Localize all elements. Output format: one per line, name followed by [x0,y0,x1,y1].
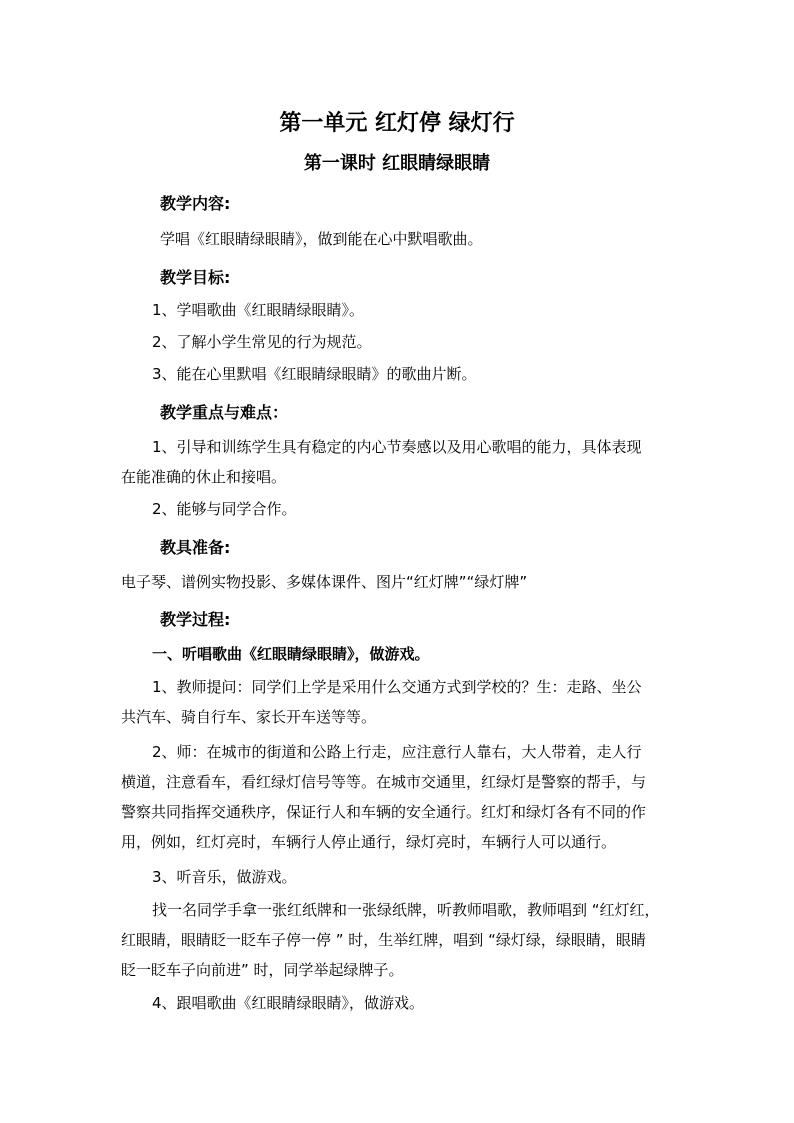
key-point-line: 1、引导和训练学生具有稳定的内心节奏感以及用心歌唱的能力，具体表现 [152,438,642,456]
process-line: 1、教师提问：同学们上学是采用什么交通方式到学校的？生：走路、坐公 [152,678,642,696]
goal-item: 3、能在心里默唱《红眼睛绿眼睛》的歌曲片断。 [152,365,477,383]
page-subtitle: 第一课时 红眼睛绿眼睛 [303,153,491,174]
key-heading: 教学重点与难点： [160,403,289,422]
process-section-heading: 一、听唱歌曲《红眼睛绿眼睛》，做游戏。 [152,645,430,663]
process-line: 3、听音乐，做游戏。 [152,868,297,886]
process-line: 用，例如，红灯亮时，车辆行人停止通行，绿灯亮时，车辆行人可以通行。 [121,833,617,851]
page-title: 第一单元 红灯停 绿灯行 [279,111,515,136]
process-heading: 教学过程: [160,610,231,629]
process-line: 红眼睛，眼睛眨一眨车子停一停 ” 时，生举红牌，唱到 “绿灯绿，绿眼睛，眼睛 [121,931,646,949]
process-line: 共汽车、骑自行车、家长开车送等等。 [121,708,377,726]
key-point-line: 在能准确的休止和接唱。 [121,468,287,486]
goal-item: 1、学唱歌曲《红眼睛绿眼睛》。 [152,301,365,319]
process-line: 4、跟唱歌曲《红眼睛绿眼睛》，做游戏。 [152,994,425,1012]
tools-text: 电子琴、谱例实物投影、多媒体课件、图片“红灯牌”“绿灯牌” [121,573,528,591]
goal-item: 2、了解小学生常见的行为规范。 [152,333,372,351]
process-line: 警察共同指挥交通秩序，保证行人和车辆的安全通行。红灯和绿灯各有不同的作 [121,803,647,821]
tools-heading: 教具准备: [160,538,231,557]
content-text: 学唱《红眼睛绿眼睛》，做到能在心中默唱歌曲。 [160,230,483,248]
process-line: 眨一眨车子向前进” 时，同学举起绿牌子。 [121,961,404,979]
content-heading: 教学内容: [160,194,231,213]
process-line: 2、师：在城市的街道和公路上行走，应注意行人靠右，大人带着，走人行 [152,743,642,761]
key-point-line: 2、能够与同学合作。 [152,500,297,518]
process-line: 找一名同学手拿一张红纸牌和一张绿纸牌，听教师唱歌，教师唱到 “红灯红， [152,901,660,919]
process-line: 横道，注意看车，看红绿灯信号等等。在城市交通里，红绿灯是警察的帮手，与 [121,773,647,791]
goals-heading: 教学目标: [160,268,231,287]
